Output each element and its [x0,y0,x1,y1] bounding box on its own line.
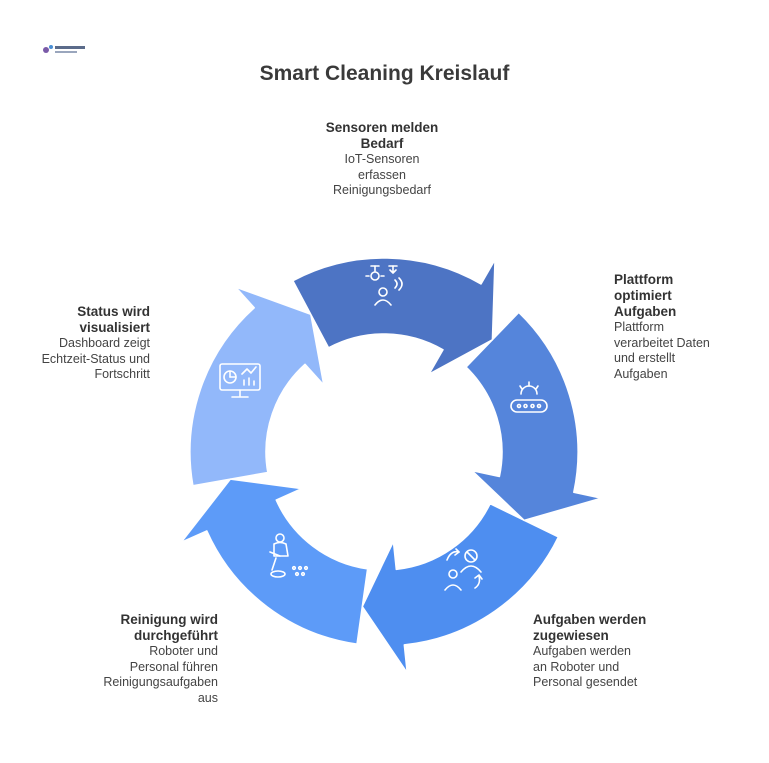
cycle-segment-1 [293,258,495,374]
step-5-text [20,304,150,383]
step-5-heading: Status wird visualisiert [77,304,150,335]
step-1-text [300,120,464,199]
step-2-heading: Plattform optimiert Aufgaben [614,272,677,319]
step-1-description: IoT-Sensoren erfassen Reinigungsbedarf [333,152,431,197]
step-3-description: Aufgaben werden an Roboter und Personal gesendet [533,644,638,689]
step-1-heading: Sensoren melden Bedarf [325,120,439,151]
step-3-heading: Aufgaben werden zugewiesen [533,612,647,643]
step-4-heading: Reinigung wird durchgeführt [120,612,218,643]
step-2-description: Plattform verarbeitet Daten und erstellt Aufgaben [614,320,710,381]
step-2-text [614,272,754,382]
step-3-text [533,612,693,691]
step-5-description: Dashboard zeigt Echtzeit-Status und Fortschritt [41,336,150,381]
step-4-text [58,612,218,706]
step-4-description: Roboter und Personal führen Reinigungsaufgaben aus [103,644,218,705]
diagram-title: Smart Cleaning Kreislauf [259,62,510,85]
cycle-segment-5 [190,287,324,486]
